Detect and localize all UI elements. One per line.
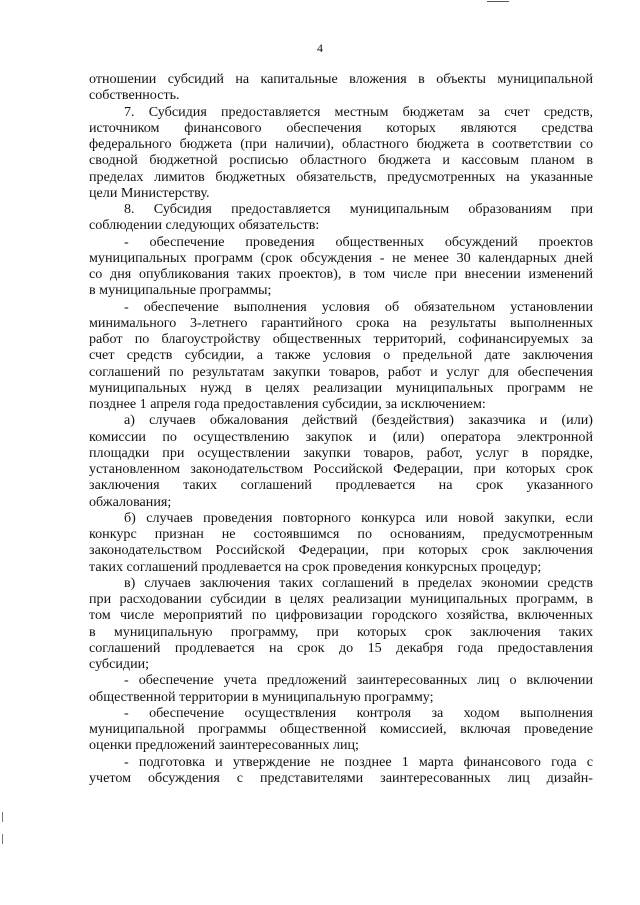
scan-edge-mark bbox=[2, 812, 3, 822]
text-line: федерального бюджета (при наличии), областного бюджета в соответствии со bbox=[89, 136, 593, 152]
page-number: 4 bbox=[317, 41, 323, 55]
text-line: соглашений по результатам закупки товаров, работ и услуг для обеспечения bbox=[89, 363, 593, 380]
text-line: - обеспечение выполнения условия об обязательном установлении bbox=[124, 298, 593, 315]
text-line: счет средств субсидии, а также условия о предельной дате заключения bbox=[89, 347, 593, 364]
text-line: - обеспечение проведения общественных обсуждений проектов bbox=[124, 233, 593, 250]
text-line: установленном законодательством Российской Федерации, при которых срок bbox=[89, 461, 593, 477]
text-line: в муниципальную программу, при которых срок заключения таких bbox=[89, 623, 593, 640]
text-line: обжалования; bbox=[89, 493, 172, 510]
text-line: том числе мероприятий по цифровизации городского хозяйства, включенных bbox=[89, 607, 593, 624]
text-line: при расходовании субсидии в целях реализации муниципальных программ, в bbox=[89, 591, 593, 607]
text-line: работ по благоустройству общественных территорий, софинансируемых за bbox=[89, 331, 593, 347]
text-line: 7. Субсидия предоставляется местным бюджетам за счет средств, bbox=[124, 103, 593, 120]
text-line: конкурс признан не состоявшимся по основаниям, предусмотренным bbox=[89, 526, 593, 542]
document-body bbox=[89, 71, 593, 786]
text-line: таких соглашений продлевается на срок проведения конкурсных процедур; bbox=[89, 558, 542, 575]
text-line: минимального 3-летнего гарантийного срока на результаты выполненных bbox=[89, 314, 593, 331]
text-line: пределах лимитов бюджетных обязательств, предусмотренных на указанные bbox=[89, 168, 593, 185]
text-line: учетом обсуждения с представителями заинтересованных лиц дизайн- bbox=[89, 769, 593, 786]
text-line: муниципальных программ (срок обсуждения - не менее 30 календарных дней bbox=[89, 249, 593, 266]
text-line: - подготовка и утверждение не позднее 1 марта финансового года с bbox=[124, 753, 593, 770]
text-line: собственность. bbox=[89, 87, 180, 104]
text-line: 8. Субсидия предоставляется муниципальным образованиям при bbox=[124, 201, 593, 217]
text-line: в) случаев заключения таких соглашений в пределах экономии средств bbox=[124, 574, 593, 591]
text-line: цели Министерству. bbox=[89, 184, 210, 201]
text-line: сводной бюджетной росписью областного бюджета и кассовым планом в bbox=[89, 152, 593, 169]
text-line: соглашений продлевается на срок до 15 декабря года предоставления bbox=[89, 639, 593, 656]
text-line: позднее 1 апреля года предоставления субсидии, за исключением: bbox=[89, 396, 486, 412]
text-line: муниципальной программы общественной комиссией, включая проведение bbox=[89, 721, 593, 737]
text-line: со дня опубликования таких проектов), в том числе при внесении изменений bbox=[89, 266, 593, 282]
text-line: законодательством Российской Федерации, при которых срок заключения bbox=[89, 542, 593, 559]
text-line: общественной территории в муниципальную программу; bbox=[89, 688, 434, 705]
text-line: в муниципальные программы; bbox=[89, 282, 272, 299]
text-line: площадки при осуществлении закупки товаров, работ, услуг в порядке, bbox=[89, 444, 593, 461]
text-line: - обеспечение учета предложений заинтересованных лиц о включении bbox=[124, 672, 593, 689]
text-line: оценки предложений заинтересованных лиц; bbox=[89, 737, 359, 754]
text-line: источником финансового обеспечения которых являются средства bbox=[89, 119, 593, 136]
text-line: - обеспечение осуществления контроля за ходом выполнения bbox=[124, 704, 593, 721]
text-line: субсидии; bbox=[89, 656, 150, 672]
text-line: отношении субсидий на капитальные вложения в объекты муниципальной bbox=[89, 71, 593, 87]
text-line: соблюдении следующих обязательств: bbox=[89, 217, 320, 234]
text-line: а) случаев обжалования действий (бездействия) заказчика и (или) bbox=[124, 412, 593, 429]
text-line: б) случаев проведения повторного конкурса или новой закупки, если bbox=[124, 509, 593, 526]
text-line: заключения таких соглашений продлевается на срок указанного bbox=[89, 477, 593, 494]
top-rule bbox=[487, 1, 509, 2]
scan-edge-mark bbox=[2, 834, 3, 844]
text-line: муниципальных нужд в целях реализации муниципальных программ не bbox=[89, 379, 593, 396]
text-line: комиссии по осуществлению закупок и (или) оператора электронной bbox=[89, 428, 593, 445]
